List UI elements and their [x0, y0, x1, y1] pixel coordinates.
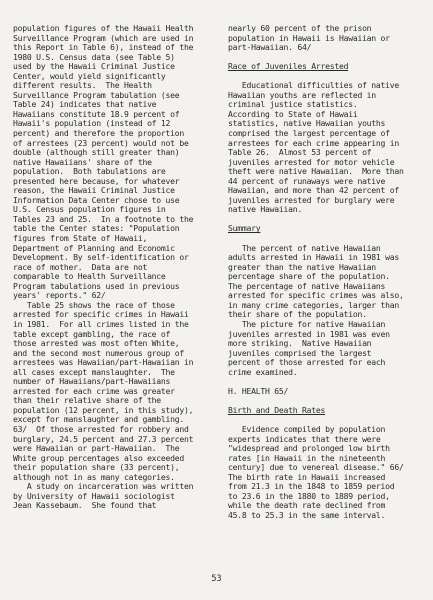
- text-line: percentage share of the population.: [228, 271, 390, 282]
- text-line: percent of those arrested for each: [228, 357, 386, 368]
- text-line: although not in as many categories.: [13, 471, 175, 482]
- text-line: Information Data Center chose to use: [13, 194, 180, 205]
- text-line: to 23.6 in the 1880 to 1889 period,: [228, 490, 390, 501]
- text-line: while the death rate declined from: [228, 500, 386, 511]
- text-line: in 1981. For all crimes listed in the: [13, 318, 189, 329]
- text-line: different results. The Health: [13, 80, 152, 91]
- text-line: Table 25 shows the race of those: [13, 299, 175, 310]
- text-line: arrested for specific crimes in Hawaii: [13, 309, 189, 320]
- text-line: arrestees was Hawaiian/part-Hawaiian in: [13, 357, 194, 368]
- text-line: of arrestees (23 percent) would not be: [13, 137, 189, 148]
- text-line: Development. By self-identification or: [13, 252, 189, 263]
- text-line: population. Both tabulations are: [13, 166, 166, 177]
- text-line: Table 26. Almost 53 percent of: [228, 147, 372, 158]
- text-line: were Hawaiian or part-Hawaiian. The: [13, 443, 180, 454]
- page-number: 53: [211, 574, 222, 584]
- text-line: from 21.3 in the 1848 to 1859 period: [228, 481, 395, 492]
- text-line: population in Hawaii is Hawaiian or: [228, 32, 390, 43]
- text-line: native Hawaiians' share of the: [13, 156, 152, 167]
- text-line: The percentage of native Hawaiians: [228, 280, 386, 291]
- text-line: Hawaiians constitute 18.9 percent of: [13, 108, 180, 119]
- text-line: H. HEALTH 65/: [228, 385, 289, 396]
- text-line: reason, the Hawaii Criminal Justice: [13, 185, 175, 196]
- text-line: Surveillance Program tabulation (see: [13, 89, 180, 100]
- text-line: Tables 23 and 25. In a footnote to the: [13, 213, 194, 224]
- text-line: greater than the native Hawaiian: [228, 261, 376, 272]
- text-line: all cases except manslaughter. The: [13, 366, 175, 377]
- text-line: Jean Kassebaum. She found that: [13, 500, 157, 511]
- left-text-column: [13, 24, 211, 511]
- text-line: arrested for each crime was greater: [13, 385, 175, 396]
- text-line: A study on incarceration was written: [13, 481, 194, 492]
- text-line: presented here because, for whatever: [13, 175, 180, 186]
- text-line: number of Hawaiians/part-Hawaiians: [13, 376, 171, 387]
- text-line: Race of Juveniles Arrested: [228, 61, 349, 72]
- text-line: Birth and Death Rates: [228, 404, 326, 415]
- text-line: arrested for specific crimes was also,: [228, 290, 404, 301]
- text-line: 44 percent of runaways were native: [228, 175, 386, 186]
- text-line: theft were native Hawaiian. More than: [228, 166, 404, 177]
- text-line: except for manslaughter and gambling.: [13, 414, 185, 425]
- text-line: used by the Hawaii Criminal Justice: [13, 61, 175, 72]
- text-line: figures from State of Hawaii,: [13, 233, 148, 244]
- text-line: their share of the population.: [228, 309, 367, 320]
- text-line: The birth rate in Hawaii increased: [228, 471, 386, 482]
- text-line: Surveillance Program (which are used in: [13, 32, 194, 43]
- text-line: population (12 percent, in this study),: [13, 404, 194, 415]
- text-line: century] due to venereal disease." 66/: [228, 462, 404, 473]
- text-line: Hawaii's population (instead of 12: [13, 118, 171, 129]
- text-line: years' reports." 62/: [13, 290, 106, 301]
- text-line: Program tabulations used in previous: [13, 280, 180, 291]
- text-line: U.S. Census population figures in: [13, 204, 166, 215]
- text-line: double (although still greater than): [13, 147, 180, 158]
- text-line: those arrested was most often White,: [13, 338, 180, 349]
- text-line: experts indicates that there were: [228, 433, 381, 444]
- text-line: table the Center states: "Population: [13, 223, 180, 234]
- text-line: comprised the largest percentage of: [228, 128, 390, 139]
- text-line: The picture for native Hawaiian: [228, 318, 386, 329]
- text-line: adults arrested in Hawaii in 1981 was: [228, 252, 400, 263]
- text-line: more striking. Native Hawaiian: [228, 338, 372, 349]
- text-line: "widespread and prolonged low birth: [228, 443, 390, 454]
- text-line: table except gambling, the race of: [13, 328, 171, 339]
- text-line: Hawaiian, and more than 42 percent of: [228, 185, 400, 196]
- text-line: juveniles arrested for motor vehicle: [228, 156, 395, 167]
- text-line: comparable to Health Surveillance: [13, 271, 166, 282]
- text-line: White group percentages also exceeded: [13, 452, 185, 463]
- text-line: juveniles comprised the largest: [228, 347, 372, 358]
- text-line: crime examined.: [228, 366, 298, 377]
- text-line: Educational difficulties of native: [228, 80, 400, 91]
- text-line: 63/ Of those arrested for robbery and: [13, 423, 189, 434]
- text-line: nearly 60 percent of the prison: [228, 24, 372, 33]
- text-line: race of mother. Data are not: [13, 261, 148, 272]
- text-line: Center, would yield significantly: [13, 70, 166, 81]
- text-line: juveniles arrested for burglary were: [228, 194, 395, 205]
- text-line: part-Hawaiian. 64/: [228, 42, 312, 53]
- text-line: The percent of native Hawaiian: [228, 242, 381, 253]
- text-line: their population share (33 percent),: [13, 462, 180, 473]
- text-line: in many crime categories, larger than: [228, 299, 400, 310]
- text-line: Summary: [228, 223, 261, 234]
- text-line: criminal justice statistics.: [228, 99, 358, 110]
- text-line: Evidence compiled by population: [228, 423, 386, 434]
- text-line: statistics, native Hawaiian youths: [228, 118, 386, 129]
- text-line: percent) and therefore the proportion: [13, 128, 185, 139]
- text-line: Table 24) indicates that native: [13, 99, 157, 110]
- text-line: Department of Planning and Economic: [13, 242, 175, 253]
- text-line: According to State of Hawaii: [228, 108, 358, 119]
- text-line: burglary, 24.5 percent and 27.3 percent: [13, 433, 194, 444]
- text-line: 1980 U.S. Census data (see Table 5): [13, 51, 175, 62]
- text-line: Hawaiian youths are reflected in: [228, 89, 376, 100]
- text-line: population figures of the Hawaii Health: [13, 24, 194, 33]
- right-text-column: [228, 24, 428, 520]
- text-line: arrestees for each crime appearing in: [228, 137, 400, 148]
- text-line: by University of Hawaii sociologist: [13, 490, 175, 501]
- text-line: juveniles arrested in 1981 was even: [228, 328, 390, 339]
- text-line: than their relative share of the: [13, 395, 161, 406]
- text-line: and the second most numerous group of: [13, 347, 185, 358]
- text-line: 45.8 to 25.3 in the same interval.: [228, 509, 386, 520]
- text-line: native Hawaiian.: [228, 204, 302, 215]
- text-line: this Report in Table 6), instead of the: [13, 42, 194, 53]
- text-line: rates [in Hawaii in the nineteenth: [228, 452, 386, 463]
